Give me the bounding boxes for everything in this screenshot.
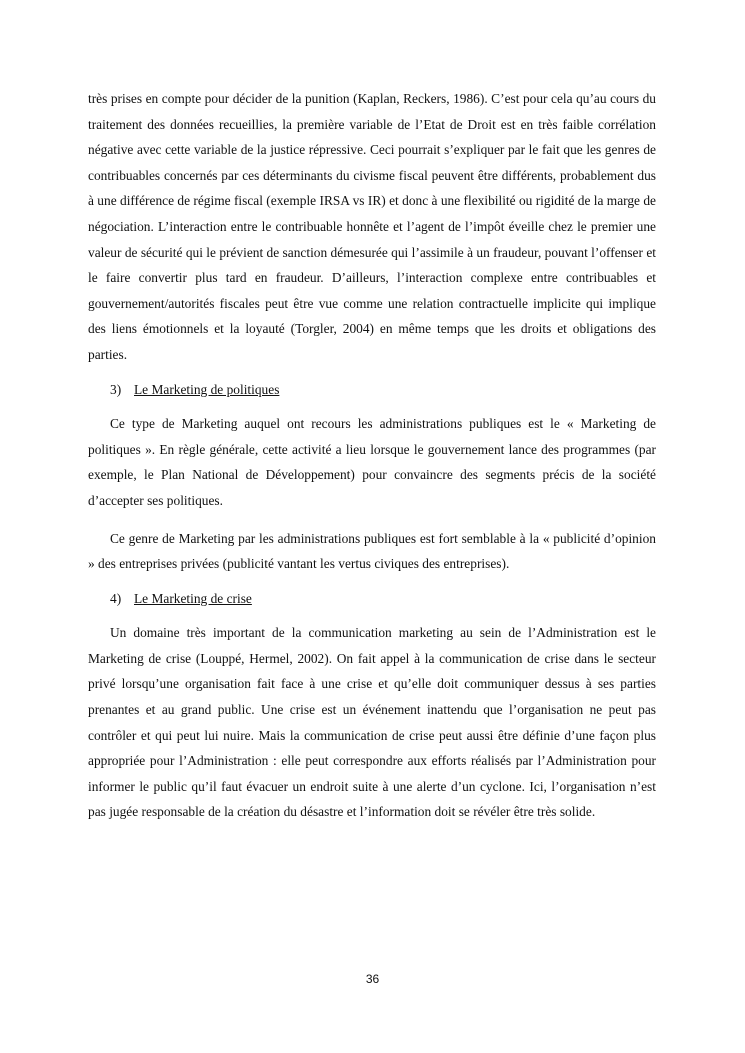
section-number: 3) <box>110 381 122 397</box>
paragraph-publicite-opinion: Ce genre de Marketing par les administrations publiques est fort semblable à la « publicité d’opinion » des entreprises privées (publicité vantant les vertus civiques des entreprises). <box>88 530 656 572</box>
page-body <box>88 86 656 825</box>
paragraph-marketing-politiques: Ce type de Marketing auquel ont recours les administrations publiques est le « Marketing de politiques ». En règle générale, cette activité a lieu lorsque le gouvernement lance des programmes (par exemple, le Plan National de Développement) pour convaincre des segments précis de la société d’accepter ses politiques. <box>88 416 656 508</box>
section-number: 4) <box>110 590 122 606</box>
section-title: Le Marketing de politiques <box>134 381 280 397</box>
section-heading-4 <box>88 586 656 612</box>
section-heading-3 <box>88 377 656 403</box>
paragraph-marketing-crise: Un domaine très important de la communication marketing au sein de l’Administration est le Marketing de crise (Louppé, Hermel, 2002). On fait appel à la communication de crise dans le secteur privé lorsqu’une organisation fait face à une crise et qu’elle doit communiquer dessus à ses parties prenantes et au grand public. Une crise est un événement inattendu que l’organisation ne peut pas contrôler et qui peut lui nuire. Mais la communication de crise peut aussi être définie d’une façon plus appropriée pour l’Administration : elle peut correspondre aux efforts réalisés par l’Administration pour informer le public qu’il faut évacuer un endroit suite à une alerte d’un cyclone. Ici, l’organisation n’est pas jugée responsable de la création du désastre et l’information doit se révéler être très solide. <box>88 625 656 820</box>
section-title: Le Marketing de crise <box>134 590 252 606</box>
page-number: 36 <box>365 972 380 986</box>
paragraph-continuation: très prises en compte pour décider de la punition (Kaplan, Reckers, 1986). C’est pour cela qu’au cours du traitement des données recueillies, la première variable de l’Etat de Droit est en très faible corrélation négative avec cette variable de la justice répressive. Ceci pourrait s’expliquer par le fait que les genres de contribuables concernés par ces déterminants du civisme fiscal peuvent être différents, probablement dus à une différence de régime fiscal (exemple IRSA vs IR) et donc à une flexibilité ou rigidité de la marge de négociation. L’interaction entre le contribuable honnête et l’agent de l’impôt éveille chez le premier une valeur de sécurité qui le prévient de sanction démesurée qui l’assimile à un fraudeur, pouvant l’offenser et le faire convertir plus tard en fraudeur. D’ailleurs, l’interaction complexe entre contribuables et gouvernement/autorités fiscales peut être vue comme une relation contractuelle implicite qui implique des liens émotionnels et la loyauté (Torgler, 2004) en même temps que les droits et obligations des parties. <box>88 91 656 362</box>
